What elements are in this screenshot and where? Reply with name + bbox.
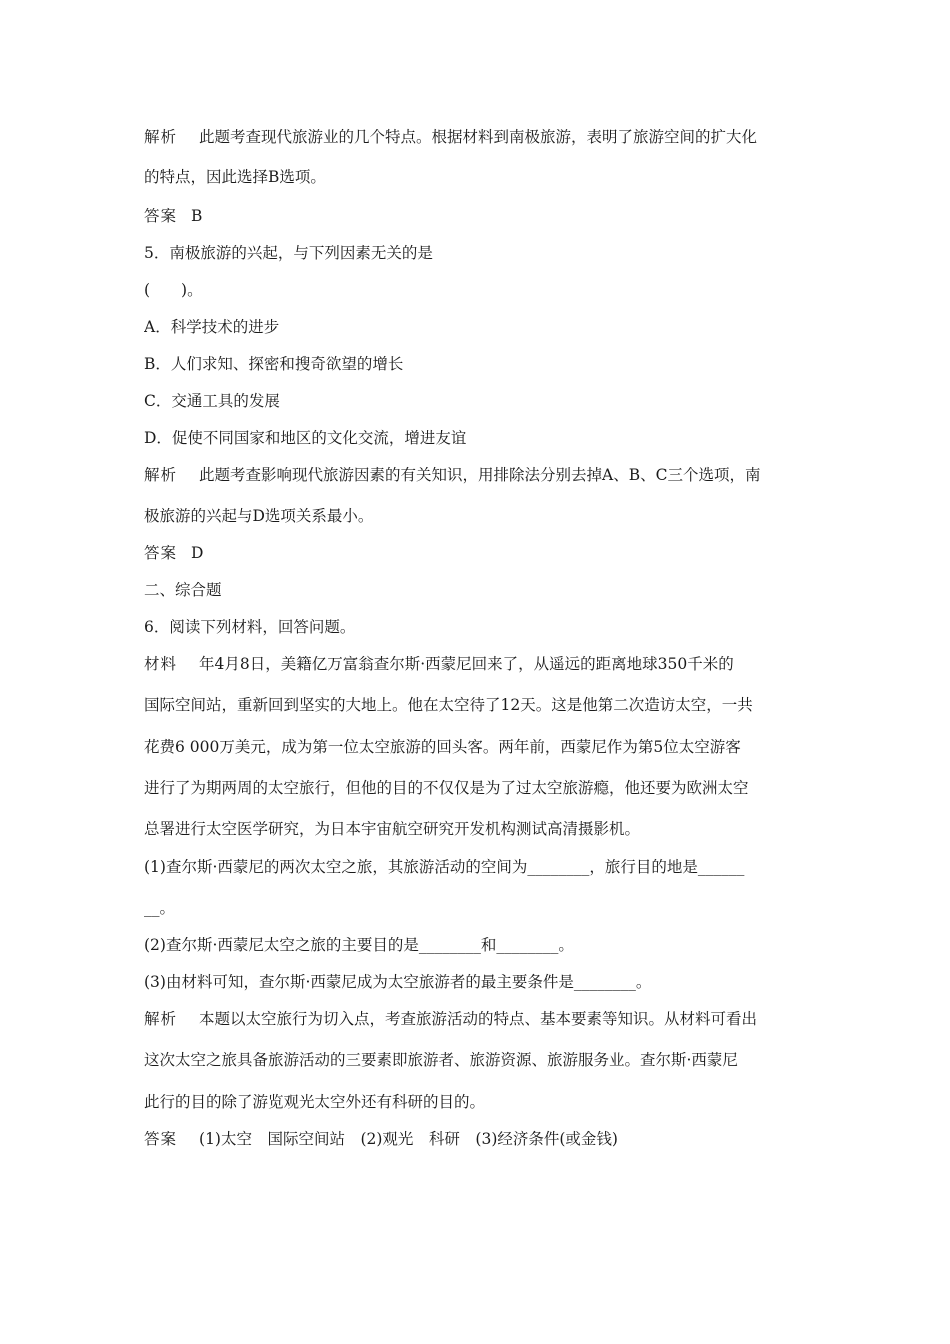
q6-material-line-2: 国际空间站，重新回到坚实的大地上。他在太空待了12天。这是他第二次造访太空，一共 [144,696,753,714]
answer-value: B [191,207,203,225]
q6-subquestion-1-line-1: (1)查尔斯·西蒙尼的两次太空之旅，其旅游活动的空间为________，旅行目的地是______ [144,858,745,876]
q5-option-b: B．人们求知、探密和搜奇欲望的增长 [144,355,404,373]
q5-analysis-line-2: 极旅游的兴起与D选项关系最小。 [144,507,374,525]
analysis-text: 本题以太空旅行为切入点，考查旅游活动的特点、基本要素等知识。从材料可看出 [199,1010,758,1028]
material-text: 年4月8日，美籍亿万富翁查尔斯·西蒙尼回来了，从遥远的距离地球350千米的 [199,655,734,673]
q4-analysis-line-1 [144,126,814,148]
q6-stem: 6．阅读下列材料，回答问题。 [144,618,356,636]
q6-subquestion-3: (3)由材料可知，查尔斯·西蒙尼成为太空旅游者的最主要条件是________。 [144,973,652,991]
analysis-label: 解析 [144,128,178,146]
analysis-label: 解析 [144,1010,178,1028]
q5-answer [144,542,814,564]
q5-answer-bracket: ( )。 [144,281,203,299]
q5-option-c: C．交通工具的发展 [144,392,280,410]
q6-answer [144,1128,814,1150]
answer-value: (1)太空 国际空间站 (2)观光 科研 (3)经济条件(或金钱) [199,1130,618,1148]
answer-label: 答案 [144,544,178,562]
q4-answer [144,205,814,227]
q6-subquestion-2: (2)查尔斯·西蒙尼太空之旅的主要目的是________和________。 [144,936,574,954]
q6-analysis-line-1 [144,1008,814,1030]
q5-option-a: A．科学技术的进步 [144,318,280,336]
q5-stem: 5．南极旅游的兴起，与下列因素无关的是 [144,244,433,262]
answer-label: 答案 [144,1130,178,1148]
q6-material-line-1 [144,653,814,675]
q5-option-d: D．促使不同国家和地区的文化交流，增进友谊 [144,429,467,447]
q6-subquestion-1-line-2: __。 [144,899,176,917]
q6-analysis-line-2: 这次太空之旅具备旅游活动的三要素即旅游者、旅游资源、旅游服务业。查尔斯·西蒙尼 [144,1051,738,1069]
material-label: 材料 [144,655,178,673]
answer-label: 答案 [144,207,178,225]
analysis-text: 此题考查现代旅游业的几个特点。根据材料到南极旅游，表明了旅游空间的扩大化 [199,128,758,146]
q4-analysis-line-2: 的特点，因此选择B选项。 [144,168,326,186]
q6-material-line-5: 总署进行太空医学研究，为日本宇宙航空研究开发机构测试高清摄影机。 [144,820,641,838]
analysis-text: 此题考查影响现代旅游因素的有关知识，用排除法分别去掉A、B、C三个选项，南 [199,466,761,484]
analysis-label: 解析 [144,466,178,484]
q5-analysis-line-1 [144,464,814,486]
section-heading: 二、综合题 [144,581,222,599]
q6-material-line-4: 进行了为期两周的太空旅行，但他的目的不仅仅是为了过太空旅游瘾，他还要为欧洲太空 [144,779,749,797]
answer-value: D [191,544,204,562]
q6-analysis-line-3: 此行的目的除了游览观光太空外还有科研的目的。 [144,1093,486,1111]
q6-material-line-3: 花费6 000万美元，成为第一位太空旅游的回头客。两年前，西蒙尼作为第5位太空游客 [144,738,741,756]
